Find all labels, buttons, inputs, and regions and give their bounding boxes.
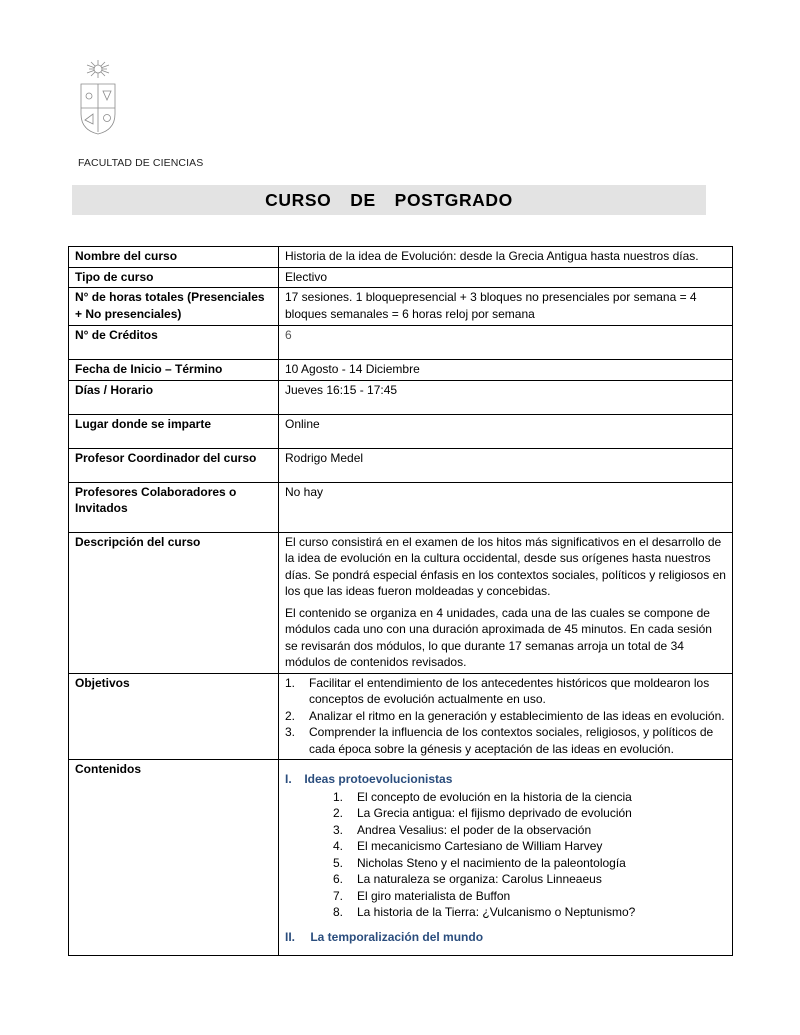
list-item — [285, 805, 726, 822]
list-item — [285, 838, 726, 855]
list-item — [285, 888, 726, 905]
row-label: Contenidos — [69, 760, 279, 956]
table-row — [69, 673, 733, 760]
title-bar — [72, 185, 706, 215]
item-number: 2. — [333, 806, 344, 820]
list-item — [285, 724, 726, 757]
list-item — [285, 904, 726, 921]
dates-value: 10 Agosto - 14 Diciembre — [279, 360, 733, 381]
section-heading — [285, 929, 726, 946]
item-text: Facilitar el entendimiento de los antecedentes históricos que moldearon los conceptos de evolución actualmente en uso. — [309, 675, 710, 706]
row-label: Profesor Coordinador del curso — [69, 448, 279, 482]
objectives-cell — [279, 673, 733, 760]
row-label: Descripción del curso — [69, 532, 279, 673]
table-row — [69, 247, 733, 268]
item-number: 3. — [285, 725, 296, 739]
table-row — [69, 760, 733, 956]
item-number: 1. — [333, 789, 344, 804]
item-number: 1. — [285, 675, 296, 690]
list-item — [285, 855, 726, 872]
item-text: La Grecia antigua: el fijismo deprivado de evolución — [357, 806, 632, 820]
description-cell — [279, 532, 733, 673]
contents-cell — [279, 760, 733, 956]
item-text: El mecanicismo Cartesiano de William Harvey — [357, 839, 603, 853]
university-crest-icon — [78, 58, 118, 136]
item-text: Andrea Vesalius: el poder de la observación — [357, 822, 592, 837]
list-item — [285, 789, 726, 806]
faculty-name: FACULTAD DE CIENCIAS — [78, 157, 204, 169]
section-number: II. — [285, 929, 296, 944]
table-row — [69, 532, 733, 673]
row-label: N° de Créditos — [69, 326, 279, 360]
item-text: La historia de la Tierra: ¿Vulcanismo o Neptunismo? — [357, 905, 636, 919]
table-row — [69, 326, 733, 360]
section-title: Ideas protoevolucionistas — [304, 772, 453, 786]
item-number: 8. — [333, 905, 344, 919]
row-label: Fecha de Inicio – Término — [69, 360, 279, 381]
description-paragraph: El curso consistirá en el examen de los hitos más significativos en el desarrollo de la idea de evolución en la cultura occidental, desde sus orígenes hasta nuestros días. Se pondrá especial énfasis en los contextos sociales, políticos y religiosos en los que las ideas fueron moldeadas y concebidas. — [285, 534, 726, 598]
table-row — [69, 448, 733, 482]
coordinator-value: Rodrigo Medel — [279, 448, 733, 482]
course-name-value: Historia de la idea de Evolución: desde la Grecia Antigua hasta nuestros días. — [279, 247, 733, 268]
row-label: N° de horas totales (Presenciales + No presenciales) — [69, 288, 279, 326]
item-text: Comprender la influencia de los contextos sociales, religiosos, y políticos de cada época sobre la génesis y aceptación de las ideas en evolución. — [309, 725, 714, 756]
item-number: 7. — [333, 888, 344, 903]
description-paragraph: El contenido se organiza en 4 unidades, cada una de las cuales se compone de módulos cada uno con una duración aproximada de 45 minutos. En cada sesión se revisarán dos módulos, lo que durante 17 semanas arroja un total de 34 módulos de contenidos revisados. — [285, 605, 712, 669]
collaborators-value: No hay — [279, 482, 733, 532]
hours-value: 17 sesiones. 1 bloquepresencial + 3 bloques no presenciales por semana = 4 bloques semanales = 6 horas reloj por semana — [279, 288, 733, 326]
row-label: Tipo de curso — [69, 267, 279, 288]
item-number: 4. — [333, 839, 344, 853]
list-item — [285, 708, 726, 725]
contents-list — [285, 789, 726, 921]
section-heading — [285, 771, 726, 788]
item-text: El concepto de evolución en la historia de la ciencia — [357, 789, 632, 804]
location-value: Online — [279, 414, 733, 448]
table-row — [69, 380, 733, 414]
list-item — [285, 822, 726, 839]
item-number: 5. — [333, 855, 344, 870]
objectives-list — [285, 675, 726, 758]
list-item — [285, 675, 726, 708]
item-text: Analizar el ritmo en la generación y establecimiento de las ideas en evolución. — [309, 708, 725, 723]
table-row — [69, 482, 733, 532]
item-number: 2. — [285, 708, 296, 723]
item-number: 3. — [333, 822, 344, 837]
list-item — [285, 871, 726, 888]
page-title: CURSO DE POSTGRADO — [265, 189, 513, 210]
row-label: Profesores Colaboradores o Invitados — [69, 482, 279, 532]
table-row — [69, 267, 733, 288]
row-label: Lugar donde se imparte — [69, 414, 279, 448]
item-text: Nicholas Steno y el nacimiento de la paleontología — [357, 855, 626, 870]
credits-value: 6 — [279, 326, 733, 360]
course-type-value: Electivo — [279, 267, 733, 288]
row-label: Nombre del curso — [69, 247, 279, 268]
table-row — [69, 360, 733, 381]
item-text: El giro materialista de Buffon — [357, 888, 511, 903]
table-row — [69, 288, 733, 326]
item-text: La naturaleza se organiza: Carolus Linneaeus — [357, 872, 602, 886]
schedule-value: Jueves 16:15 - 17:45 — [279, 380, 733, 414]
section-title: La temporalización del mundo — [310, 929, 484, 944]
row-label: Días / Horario — [69, 380, 279, 414]
course-info-table — [68, 246, 733, 956]
row-label: Objetivos — [69, 673, 279, 760]
table-row — [69, 414, 733, 448]
item-number: 6. — [333, 872, 344, 886]
section-number: I. — [285, 772, 292, 786]
